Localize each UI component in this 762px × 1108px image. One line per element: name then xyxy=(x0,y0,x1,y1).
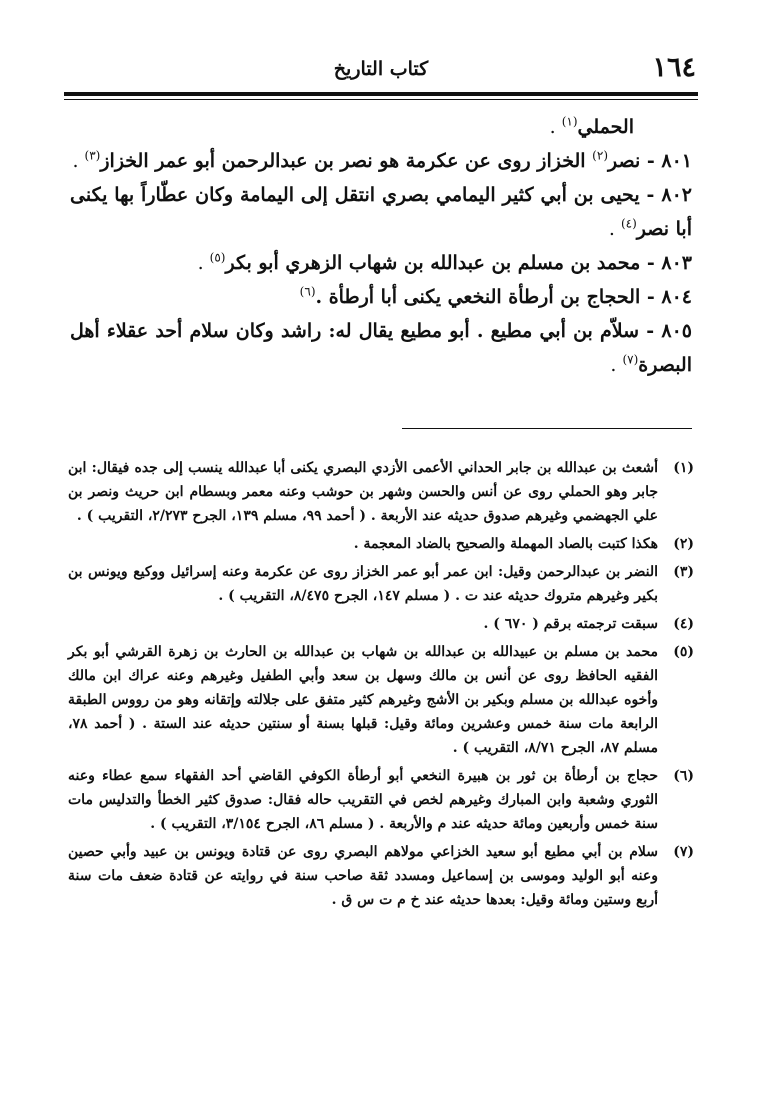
entry-804: ٨٠٤ - الحجاج بن أرطأة النخعي يكنى أبا أرطأة .$^{(٦)}$ xyxy=(299,284,692,308)
footnote-6 xyxy=(68,764,694,836)
footnote-text: أشعث بن عبدالله بن جابر الحداني الأعمى الأزدي البصري يكنى أبا عبدالله ينسب إلى جده فيقال: ابن جابر وهو الحملي روى عن أنس والحسن وشهر بن حوشب وعنه معمر وبسطام ابن حريث ونصر بن علي الجهضمي وغيرهم صدوق حديثه عند الأربعة . ( أحمد ٩٩، مسلم ١٣٩، الجرح ٢/٢٧٣، التقريب ) . xyxy=(68,460,658,524)
footnote-number: (٦) xyxy=(673,768,694,784)
footnote-number: (٢) xyxy=(673,536,694,552)
running-title: كتاب التاريخ xyxy=(333,58,429,80)
entry-805: ٨٠٥ - سلاّم بن أبي مطيع . أبو مطيع يقال له: راشد وكان سلام أحد عقلاء أهل البصرة$^{(٧)}$ . xyxy=(70,320,692,376)
footnote-4 xyxy=(68,612,694,636)
footnote-number: (١) xyxy=(673,460,694,476)
footnote-3 xyxy=(68,560,694,608)
footnote-separator xyxy=(402,428,692,429)
main-entries xyxy=(70,110,692,382)
footnote-ref[interactable]: (٢) xyxy=(592,148,608,163)
footnote-number: (٧) xyxy=(673,844,694,860)
entry-801: ٨٠١ - نصر$^{(٢)}$ الخزاز روى عن عكرمة هو نصر بن عبدالرحمن أبو عمر الخزاز$^{(٣)}$ . xyxy=(72,148,692,172)
header-rule-thin xyxy=(64,99,698,100)
footnote-text: سبقت ترجمته برقم ( ٦٧٠ ) . xyxy=(483,616,658,632)
header-rule-thick xyxy=(64,92,698,96)
footnote-ref[interactable]: (١) xyxy=(561,114,578,129)
footnote-text: محمد بن مسلم بن عبيدالله بن عبدالله بن شهاب بن عبدالله بن الحارث بن زهرة القرشي أبو بكر الفقيه الحافظ روى عن أنس بن مالك وسهل بن سعد وأبي الطفيل وغيرهم وعنه عراك ابن مالك وأخوه عبدالله بن مسلم وبكير بن الأشج وغيرهم كثير متفق على جلالته وإتقانه وهو من رووس الطبقة الرابعة مات سنة خمس وعشرين ومائة وقيل: قبلها بسنة أو سنتين حديثه عند الستة . ( أحمد ٧٨، مسلم ٨٧، الجرح ٨/٧١، التقريب ) . xyxy=(68,644,658,756)
entry-number: ٨٠٣ - xyxy=(640,252,692,274)
footnote-number: (٥) xyxy=(673,644,694,660)
footnote-2 xyxy=(68,532,694,556)
footnote-number: (٣) xyxy=(673,564,694,580)
footnote-text: سلام بن أبي مطيع أبو سعيد الخزاعي مولاهم البصري روى عن قتادة ويونس بن عبيد وأبي حصين وعنه أبو الوليد وموسى بن إسماعيل ومسدد ثقة صاحب سنة في روايته عن قتادة ضعف مات سنة أربع وستين ومائة وقيل: بعدها حديثه عند خ م ت س ق . xyxy=(68,844,658,908)
entry-803: ٨٠٣ - محمد بن مسلم بن عبدالله بن شهاب الزهري أبو بكر$^{(٥)}$ . xyxy=(197,250,692,274)
entry-number: ٨٠١ - xyxy=(640,150,692,172)
footnote-ref[interactable]: (٥) xyxy=(209,250,226,265)
page-number: ١٦٤ xyxy=(652,52,696,83)
footnote-ref[interactable]: (٧) xyxy=(622,352,639,367)
footnote-5 xyxy=(68,640,694,760)
footnote-7 xyxy=(68,840,694,912)
footnote-1 xyxy=(68,456,694,528)
entry-802: ٨٠٢ - يحيى بن أبي كثير اليمامي بصري انتقل إلى اليمامة وكان عطّاراً بها يكنى أبا نصر$^{(٤)}$ . xyxy=(70,184,692,240)
entry-number: ٨٠٢ - xyxy=(639,184,692,206)
footnote-number: (٤) xyxy=(673,616,694,632)
entry-number: ٨٠٥ - xyxy=(639,320,692,342)
footnote-ref[interactable]: (٣) xyxy=(84,148,101,163)
page-header xyxy=(66,52,696,88)
footnote-text: النضر بن عبدالرحمن وقيل: ابن عمر أبو عمر الخزاز روى عن عكرمة وعنه إسرائيل ووكيع ويونس بن بكير وغيرهم متروك حديثه عند ت . ( مسلم ١٤٧، الجرح ٨/٤٧٥، التقريب ) . xyxy=(68,564,658,604)
footnotes xyxy=(68,456,694,916)
footnote-ref[interactable]: (٦) xyxy=(299,284,316,299)
footnote-text: هكذا كتبت بالصاد المهملة والصحيح بالضاد المعجمة . xyxy=(353,536,658,552)
footnote-ref[interactable]: (٤) xyxy=(620,216,637,231)
entry-number: ٨٠٤ - xyxy=(640,286,692,308)
entry-continuation: الحملي$^{(١)}$ . xyxy=(549,114,634,138)
footnote-text: حجاج بن أرطأة بن ثور بن هبيرة النخعي أبو أرطأة الكوفي القاضي أحد الفقهاء سمع عطاء وعنه الثوري وشعبة وابن المبارك وغيرهم لخص في التقريب حاله فقال: صدوق كثير الخطأ والتدليس مات سنة خمس وأربعين ومائة حديثه عند م والأربعة . ( مسلم ٨٦، الجرح ٣/١٥٤، التقريب ) . xyxy=(68,768,658,832)
